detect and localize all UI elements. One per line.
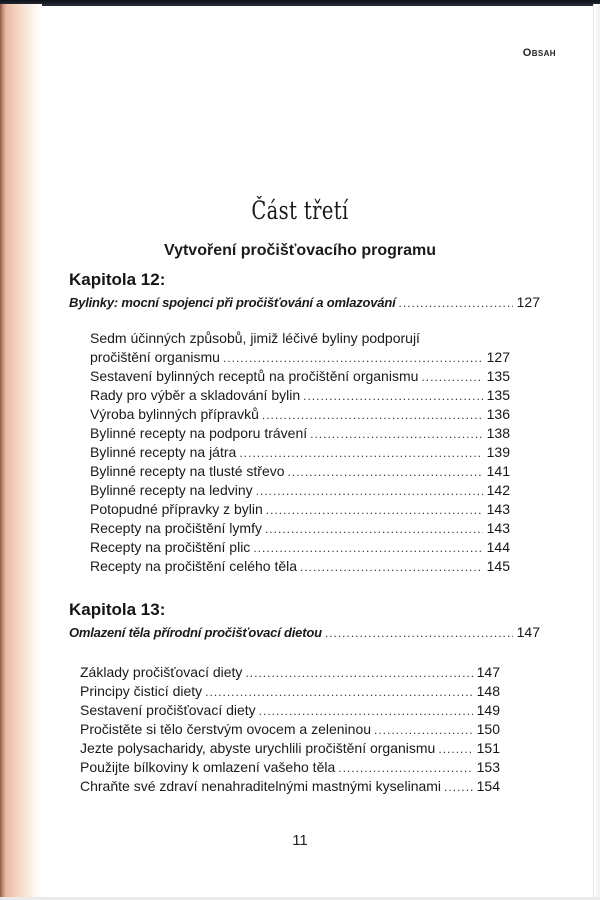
scan-top-edge [0, 0, 600, 6]
page-number: 144 [486, 539, 510, 555]
toc-entry-title: Rady pro výběr a skladování bylin [90, 387, 301, 403]
toc-entry-title: Bylinné recepty na játra [90, 444, 237, 460]
toc-entry-title: Potopudné přípravky z bylin [90, 501, 263, 517]
dot-leader [265, 520, 483, 539]
toc-entry-title: Použijte bílkoviny k omlazení vašeho těla [80, 759, 336, 775]
chapter-13-entries [80, 663, 500, 796]
toc-entry[interactable] [90, 538, 510, 557]
dot-leader [223, 349, 483, 368]
dot-leader [325, 626, 513, 640]
page-number: 149 [476, 702, 500, 718]
dot-leader [421, 368, 482, 387]
dot-leader [303, 387, 483, 406]
toc-entry-title: Bylinné recepty na tlusté střevo [90, 463, 285, 479]
dot-leader [262, 406, 483, 425]
toc-entry-title: Recepty na pročištění lymfy [90, 520, 262, 536]
toc-entry-title: Chraňte své zdraví nenahraditelnými mastnými kyselinami [80, 778, 442, 794]
page-number: 136 [486, 406, 510, 422]
toc-entry-title: Základy pročišťovací diety [80, 664, 243, 680]
page-number: 145 [486, 558, 510, 574]
dot-leader [444, 778, 473, 797]
page-number: 135 [486, 387, 510, 403]
toc-entry[interactable] [90, 348, 510, 367]
toc-entry[interactable] [90, 462, 510, 481]
toc-entry[interactable] [90, 557, 510, 576]
chapter-12-entries [90, 329, 510, 576]
dot-leader [239, 444, 482, 463]
dot-leader [259, 702, 473, 721]
chapter-12 [69, 270, 540, 310]
toc-entry[interactable] [90, 519, 510, 538]
toc-entry[interactable] [90, 500, 510, 519]
toc-entry-title: Výroba bylinných přípravků [90, 406, 259, 422]
toc-entry-title: Bylinné recepty na ledviny [90, 482, 253, 498]
chapter-label: Kapitola 12: [69, 270, 166, 289]
page-number: 135 [486, 368, 510, 384]
toc-entry[interactable] [90, 405, 510, 424]
toc-entry[interactable] [90, 481, 510, 500]
page-number: 154 [476, 778, 500, 794]
dot-leader [205, 683, 472, 702]
part-subtitle: Vytvoření pročišťovacího programu [163, 242, 437, 259]
chapter-13 [69, 600, 540, 640]
dot-leader [256, 482, 483, 501]
toc-entry[interactable] [80, 701, 500, 720]
dot-leader [310, 425, 483, 444]
toc-entry[interactable] [90, 386, 510, 405]
page-number: 147 [516, 624, 540, 640]
part-title: Část třetí [251, 196, 349, 225]
toc-entry[interactable] [80, 777, 500, 796]
dot-leader [438, 740, 472, 759]
chapter-title: Omlazení těla přírodní pročišťovací dietou [69, 625, 322, 640]
page-number: 143 [486, 501, 510, 517]
toc-entry[interactable] [80, 739, 500, 758]
toc-entry[interactable] [80, 720, 500, 739]
running-head: Obsah [522, 47, 556, 59]
toc-entry[interactable] [90, 443, 510, 462]
page-number: 151 [476, 740, 500, 756]
dot-leader [253, 539, 482, 558]
book-spine-shadow [0, 4, 42, 900]
toc-entry-title: Principy čisticí diety [80, 683, 203, 699]
page-number: 141 [486, 463, 510, 479]
toc-entry-title: Bylinné recepty na podporu trávení [90, 425, 308, 441]
toc-entry[interactable] [80, 758, 500, 777]
page-right-edge [593, 4, 600, 900]
page-number: 150 [476, 721, 500, 737]
dot-leader [266, 501, 483, 520]
toc-entry-title: Jezte polysacharidy, abyste urychlili pročištění organismu [80, 740, 436, 756]
page-number: 142 [486, 482, 510, 498]
page-number: 139 [486, 444, 510, 460]
page-number: 143 [486, 520, 510, 536]
dot-leader [288, 463, 483, 482]
chapter-title-row[interactable] [69, 624, 540, 640]
chapter-title: Bylinky: mocní spojenci při pročišťování a omlazování [69, 295, 396, 310]
toc-entry[interactable] [90, 424, 510, 443]
dot-leader [300, 558, 483, 577]
toc-entry-title: Sestavení bylinných receptů na pročištění organismu [90, 368, 419, 384]
page-number: 153 [476, 759, 500, 775]
toc-entry-title: Sestavení pročišťovací diety [80, 702, 256, 718]
dot-leader [338, 759, 472, 778]
toc-entry-title: Recepty na pročištění celého těla [90, 558, 298, 574]
toc-entry-title: Pročistěte si tělo čerstvým ovocem a zeleninou [80, 721, 372, 737]
page-folio: 11 [292, 832, 308, 849]
dot-leader [399, 296, 513, 310]
page-number: 127 [516, 294, 540, 310]
toc-entry[interactable] [80, 682, 500, 701]
toc-entry[interactable] [90, 367, 510, 386]
chapter-label: Kapitola 13: [69, 600, 166, 619]
page-number: 127 [486, 349, 510, 365]
toc-entry-title: Recepty na pročištění plic [90, 539, 251, 555]
toc-entry[interactable] [80, 663, 500, 682]
toc-entry-title-line: Sedm účinných způsobů, jimiž léčivé byliny podporují [90, 330, 420, 346]
page-number: 147 [476, 664, 500, 680]
chapter-title-row[interactable] [69, 294, 540, 310]
page-number: 148 [476, 683, 500, 699]
dot-leader [245, 664, 472, 683]
page-number: 138 [486, 425, 510, 441]
toc-entry-title: pročištění organismu [90, 349, 220, 365]
dot-leader [374, 721, 473, 740]
